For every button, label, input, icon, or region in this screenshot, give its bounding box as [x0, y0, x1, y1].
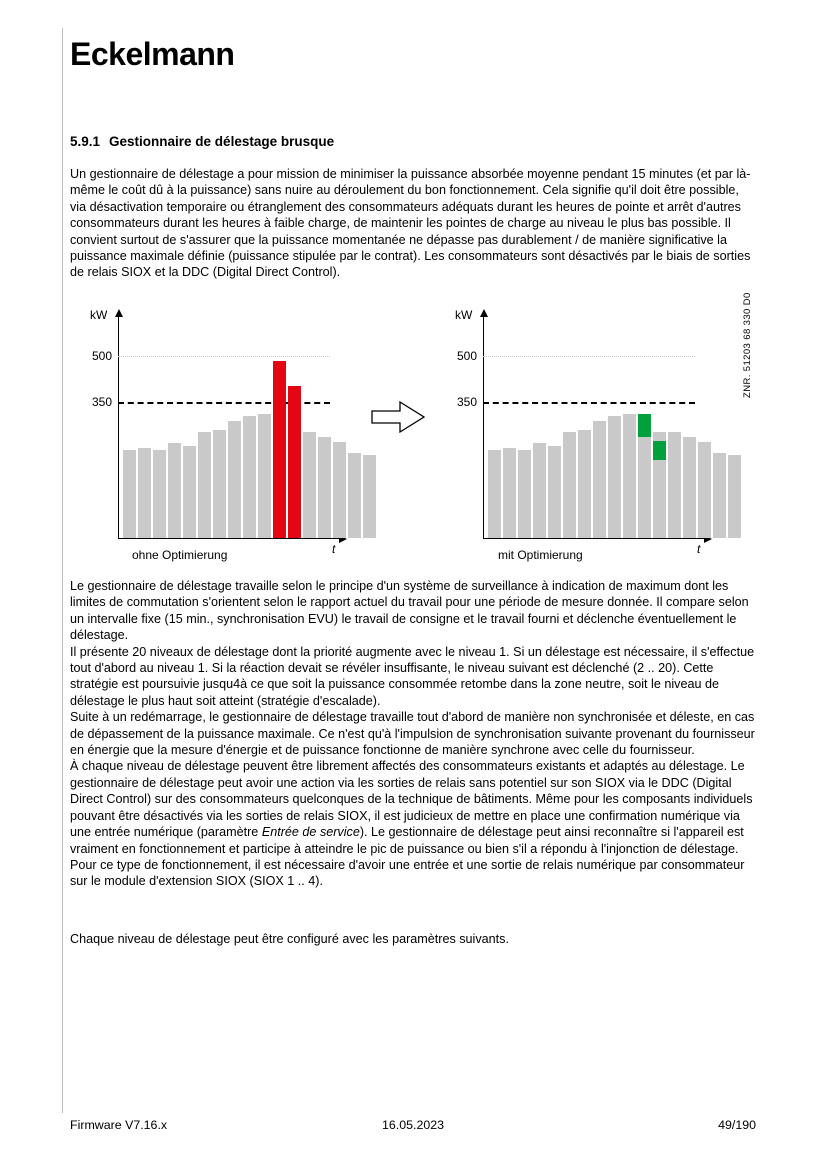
bar	[258, 414, 271, 538]
footer-firmware: Firmware V7.16.x	[70, 1118, 168, 1132]
bar	[593, 421, 606, 538]
bar	[548, 446, 561, 538]
chart-left-xlabel: t	[332, 542, 336, 556]
bar	[728, 455, 741, 538]
paragraph-part-a: À chaque niveau de délestage peuvent être librement affectés des consommateurs existants et adaptés au délestage. Le gestionnaire de délestage peut avoir une action via les sorties de relais sans potentiel sur son SIOX via le DDC (Digital Direct Control) sur des consommateurs quelconques de la technique de bâtiments. Même pour les composants individuels pouvant être désactivés via les sorties de relais SIOX, il est judicieux de mettre en place une confirmation numérique via une entrée numérique (paramètre	[70, 759, 753, 840]
bar-shed	[653, 432, 666, 538]
figure-caption-left: ohne Optimierung	[132, 548, 228, 562]
body-paragraphs	[70, 578, 755, 890]
chart-right-ylabel: kW	[455, 308, 473, 322]
chart-right-tick-350: 350	[456, 395, 477, 409]
figure-caption-right: mit Optimierung	[498, 548, 583, 562]
chart-right-bars	[488, 338, 741, 538]
bar	[123, 450, 136, 538]
bar	[303, 432, 316, 538]
bar	[668, 432, 681, 538]
chart-left-bars	[123, 338, 376, 538]
bar-peak	[288, 386, 301, 538]
bar	[713, 453, 726, 538]
paragraph-text: Chaque niveau de délestage peut être configuré avec les paramètres suivants.	[70, 932, 509, 946]
bar	[503, 448, 516, 538]
shed-segment	[653, 441, 666, 460]
bar	[228, 421, 241, 538]
bar	[563, 432, 576, 538]
bar	[578, 430, 591, 538]
chart-right-tick-500: 500	[456, 349, 477, 363]
bar	[138, 448, 151, 538]
bar	[488, 450, 501, 538]
bar	[213, 430, 226, 538]
paragraph-text: Le gestionnaire de délestage travaille selon le principe d'un système de surveillance à indication de maximum dont les limites de commutation s'orientent selon le rapport actuel du travail pour une période de mesure donnée. Il compare selon un intervalle fixe (15 min., synchronisation EVU) le travail de consigne et le travail fourni et déclenche éventuellement le délestage.	[70, 579, 749, 643]
bar	[623, 414, 636, 538]
chart-right-xlabel: t	[697, 542, 701, 556]
paragraph-text-with-emphasis	[70, 758, 755, 889]
chart-left-y-axis	[118, 316, 119, 538]
document-side-code: ZNR. 51203 68 330 D0	[742, 292, 753, 398]
bar	[333, 442, 346, 538]
bar	[153, 450, 166, 538]
company-logo: Eckelmann	[70, 36, 235, 72]
chart-without-optimization	[70, 308, 370, 568]
bar	[683, 437, 696, 538]
chart-left-ylabel: kW	[90, 308, 108, 322]
bar	[518, 450, 531, 538]
parameter-name: Entrée de service	[261, 825, 360, 840]
bar	[698, 442, 711, 538]
section-heading	[70, 134, 334, 149]
closing-paragraph	[70, 931, 755, 947]
bar	[533, 443, 546, 538]
section-number: 5.9.1	[70, 134, 101, 149]
chart-right-x-axis	[483, 538, 705, 539]
paragraph-part-b: ). Le gestionnaire de délestage peut ainsi reconnaître si l'appareil est vraiment en fonctionnement et participe à atteindre le pic de puissance ou bien s'il a répondu à l'injonction de délestage. Pour ce type de fonctionnement, il est nécessaire d'avoir une entrée et une sortie de relais numérique par consommateur sur le module d'extension SIOX (SIOX 1 .. 4).	[70, 825, 745, 889]
bar-shed	[638, 414, 651, 538]
shed-segment	[638, 414, 651, 437]
figure-load-management	[70, 308, 760, 568]
chart-left-tick-500: 500	[91, 349, 112, 363]
chart-left-tick-350: 350	[91, 395, 112, 409]
bar	[168, 443, 181, 538]
chart-with-optimization	[435, 308, 735, 568]
paragraph-text: Suite à un redémarrage, le gestionnaire de délestage travaille tout d'abord de manière non synchronisée et déleste, en cas de dépassement de la puissance maximale. Ce n'est qu'à l'impulsion de synchronisation suivante provenant du fournisseur en énergie que la mesure d'énergie et de puissance fonctionne de manière synchrone avec celle du fournisseur.	[70, 710, 755, 758]
footer-date: 16.05.2023	[381, 1118, 445, 1132]
chart-right-y-axis	[483, 316, 484, 538]
bar	[363, 455, 376, 538]
bar	[183, 446, 196, 538]
bar	[318, 437, 331, 538]
bar-peak	[273, 361, 286, 538]
bar	[198, 432, 211, 538]
chart-left-x-axis	[118, 538, 340, 539]
bar	[348, 453, 361, 538]
left-margin-rule	[62, 28, 63, 1113]
section-title: Gestionnaire de délestage brusque	[109, 134, 335, 149]
intro-paragraph	[70, 166, 755, 281]
bar	[608, 416, 621, 538]
bar	[243, 416, 256, 538]
paragraph-text: Il présente 20 niveaux de délestage dont la priorité augmente avec le niveau 1. Si un délestage est nécessaire, il s'effectue tout d'abord au niveau 1. Si la réaction devait se révéler insuffisante, le niveau suivant est déclenché (2 .. 20). Cette stratégie est poursuivie jusqu4à ce que soit la puissance consommée retombe dans la zone neutre, soit le niveau de délestage le plus haut soit atteint (stratégie d'escalade).	[70, 644, 755, 708]
transformation-arrow-icon	[370, 400, 426, 434]
footer-page-number: 49/190	[718, 1118, 756, 1132]
paragraph-text: Un gestionnaire de délestage a pour mission de minimiser la puissance absorbée moyenne pendant 15 minutes (et par là-même le coût dû à la puissance) sans nuire au déroulement du bon fonctionnement. Cela signifie qu'il doit être possible, via désactivation temporaire ou étranglement des consommateurs adéquats durant les heures de pointe et arrêt d'autres consommateurs durant les heures à faible charge, de maintenir les pointes de charge au niveau le plus bas possible. Il convient surtout de s'assurer que la puissance momentanée ne dépasse pas durablement / de manière significative la puissance maximale définie (puissance stipulée par le contrat). Les consommateurs sont désactivés par le biais de sorties de relais SIOX et la DDC (Digital Direct Control).	[70, 167, 751, 280]
